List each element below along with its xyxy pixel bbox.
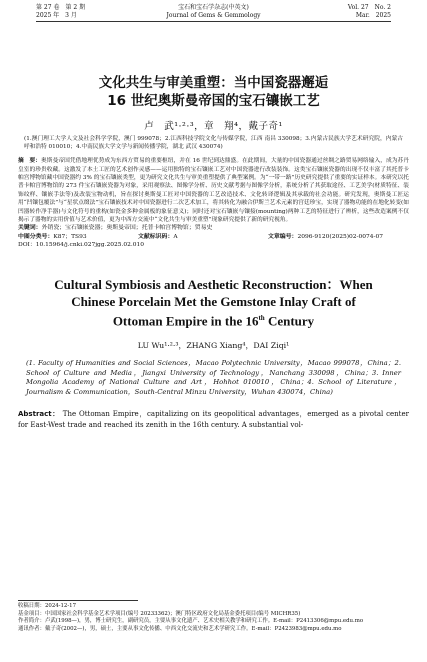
doi: DOI：10.15964/j.cnki.027jgg.2025.02.010: [18, 242, 144, 249]
article-no-field: [268, 233, 383, 241]
cn-abstract-text: 奥斯曼帝国凭借地理优势成为东西方贸易的重要枢纽，并在 16 世纪到达鼎盛。在此期间，大量的中国瓷器通过丝绸之路贸易网络输入，成为苏丹皇室的珍贵收藏。这激发了本土工匠的艺术创作灵感——运用独特的宝石镶嵌工艺对中国瓷器进行改装装饰。这类宝石镶嵌瓷器的出现不仅丰富了其托普卡帕宫博物馆藏中国瓷器约 3% 的宝石镶嵌类型，更为研究文化共生与审美重塑提供了典型案例。为“一带一路”历史研究提供了重要的实证样本。本研究以托普卡帕宫博物馆的 273 件宝石镶嵌瓷器为对象，采用观察法、图像学分析、历史文献考据与图像学分析，系统分析了其获取途径、工艺美学(材质特征、装饰纹样、镶嵌手法等)及改装宝物动机，旨在探讨奥斯曼工匠对中国瓷器的工艺改造技术、文化转译逻辑及其承载的社会功能。研究发现，奥斯曼工匠运用“凹镶包覆法”与“星状点缀法”宝石镶嵌技术对中国瓷器进行二次艺术加工，将其转化为融合伊斯兰艺术元素的宫廷珍宝，实现了器物功能的在地化转变(如凹器转作净手器)与文化符号的重构(如瓷金多种金属板的象征意义)；同时还对宝石镶嵌与镶接(mounting)两种工艺的特征进行了辨析，这些改造案例不仅揭示了器物的实用价值与艺术价值，更为中西方交流中“文化共生与审美重塑”现象研究提供了新的研究视角。: [18, 158, 410, 224]
footnote-rule: [18, 600, 138, 601]
doc-code-field: [138, 233, 178, 241]
doc-code-value: A: [173, 233, 178, 240]
cn-affiliations: (1.澳门理工大学人文及社会科学学院，澳门 999078；2.江西科技学院文化与传媒学院，江西 南昌 330098；3.内蒙古民族大学艺术研究院，内蒙古 呼和浩特 010010；4.中南民族大学文学与新闻传播学院，湖北 武汉 430074): [24, 136, 403, 150]
running-header: [18, 0, 409, 22]
header-journal-en: Journal of Gems & Gemmology: [166, 11, 261, 19]
clc-field: [18, 234, 87, 240]
cn-abstract: [18, 157, 409, 224]
en-authors: LU Wu¹·²·³，ZHANG Xiang⁴，DAI Ziqi¹: [137, 340, 290, 350]
cn-title-line2: 16 世纪奥斯曼帝国的宝石镶嵌工艺: [107, 93, 320, 109]
header-volume-cn: 第 27 卷 第 2 期: [36, 4, 86, 11]
en-abstract-label: Abstract：: [18, 410, 60, 419]
en-title-superscript: th: [258, 313, 265, 322]
footnote-author-bio: 作者简介：卢武(1998—)，男，博士研究生，副研究员，主要从事文化遗产、艺术史相关教学和研究工作。E-mail：P2413306@mpu.edu.mo: [18, 618, 364, 625]
en-title-line2: Chinese Porcelain Met the Gemstone Inlay Craft of: [71, 293, 356, 309]
en-abstract: [18, 409, 409, 429]
clc-value: K87；TS93: [53, 233, 87, 240]
cn-abstract-label: 摘 要：: [18, 158, 42, 165]
en-title-line3-post: Century: [264, 312, 315, 328]
header-journal-cn: 宝石和宝石学杂志(中英文): [178, 4, 249, 11]
cn-authors: 卢 武¹·²·³，章 翔⁴，戴子奇¹: [144, 121, 283, 132]
cn-keywords-text: 外销瓷；宝石镶嵌瓷器；奥斯曼帝国；托普卡帕宫博物馆；贸易史: [41, 225, 213, 232]
cn-keywords: [18, 224, 409, 232]
header-volume-en: [348, 4, 391, 19]
footnote-received: 收稿日期：2024-12-17: [18, 603, 77, 609]
en-title: [18, 276, 409, 329]
header-date-en: Mar. 2025: [355, 11, 391, 19]
header-vol-no: Vol. 27 No. 2: [347, 4, 391, 11]
article-no-value: 2096-9120(2025)02-0074-07: [297, 233, 383, 240]
header-date-cn: 2025 年 3 月: [36, 11, 77, 19]
clc-label: 中图分类号：: [18, 233, 54, 240]
cn-classification-row: [18, 233, 409, 241]
en-title-line1: Cultural Symbiosis and Aesthetic Reconstruction：When: [54, 276, 373, 292]
cn-keywords-label: 关键词：: [18, 225, 42, 232]
footnote-fund: 基金项目：中国国家社会科学基金艺术学项目(编号 20233362)；澳门特区政府文化局基金委托项目(编号 MICHR35): [18, 610, 301, 617]
en-abstract-text: The Ottoman Empire，capitalizing on its geopolitical advantages，emerged as a pivotal center for East-West trade and reached its zenith in the 16th century. A substantial vol-: [18, 410, 409, 429]
cn-title-line1: 文化共生与审美重塑：当中国瓷器邂逅: [98, 75, 329, 91]
header-rule: [36, 21, 391, 22]
doc-code-label: 文献标识码：: [138, 233, 174, 240]
footnote-corresponding-author: 通讯作者：戴子奇(2002—)，男，硕士，主要从事文化传播、中西文化交流史和艺术学研究工作。E-mail：P2423983@mpu.edu.mo: [18, 625, 342, 632]
en-title-line3-pre: Ottoman Empire in the 16: [112, 312, 259, 328]
cn-title: [18, 74, 409, 110]
article-no-label: 文章编号：: [268, 233, 298, 240]
footnotes: [18, 603, 409, 633]
en-title-line3: [18, 310, 409, 329]
en-affiliations: (1. Faculty of Humanities and Social Sciences，Macao Polytechnic University，Macao 999078，China；2. School of Culture and Media，Jiangxi University of Technology，Nanchang 330098，China；3. Inner Mongolia Academy of National Culture and Art，Hohhot 010010，China；4. School of Literature，Journalism & Communication，South-Central Minzu University，Wuhan 430074，China): [26, 358, 401, 396]
